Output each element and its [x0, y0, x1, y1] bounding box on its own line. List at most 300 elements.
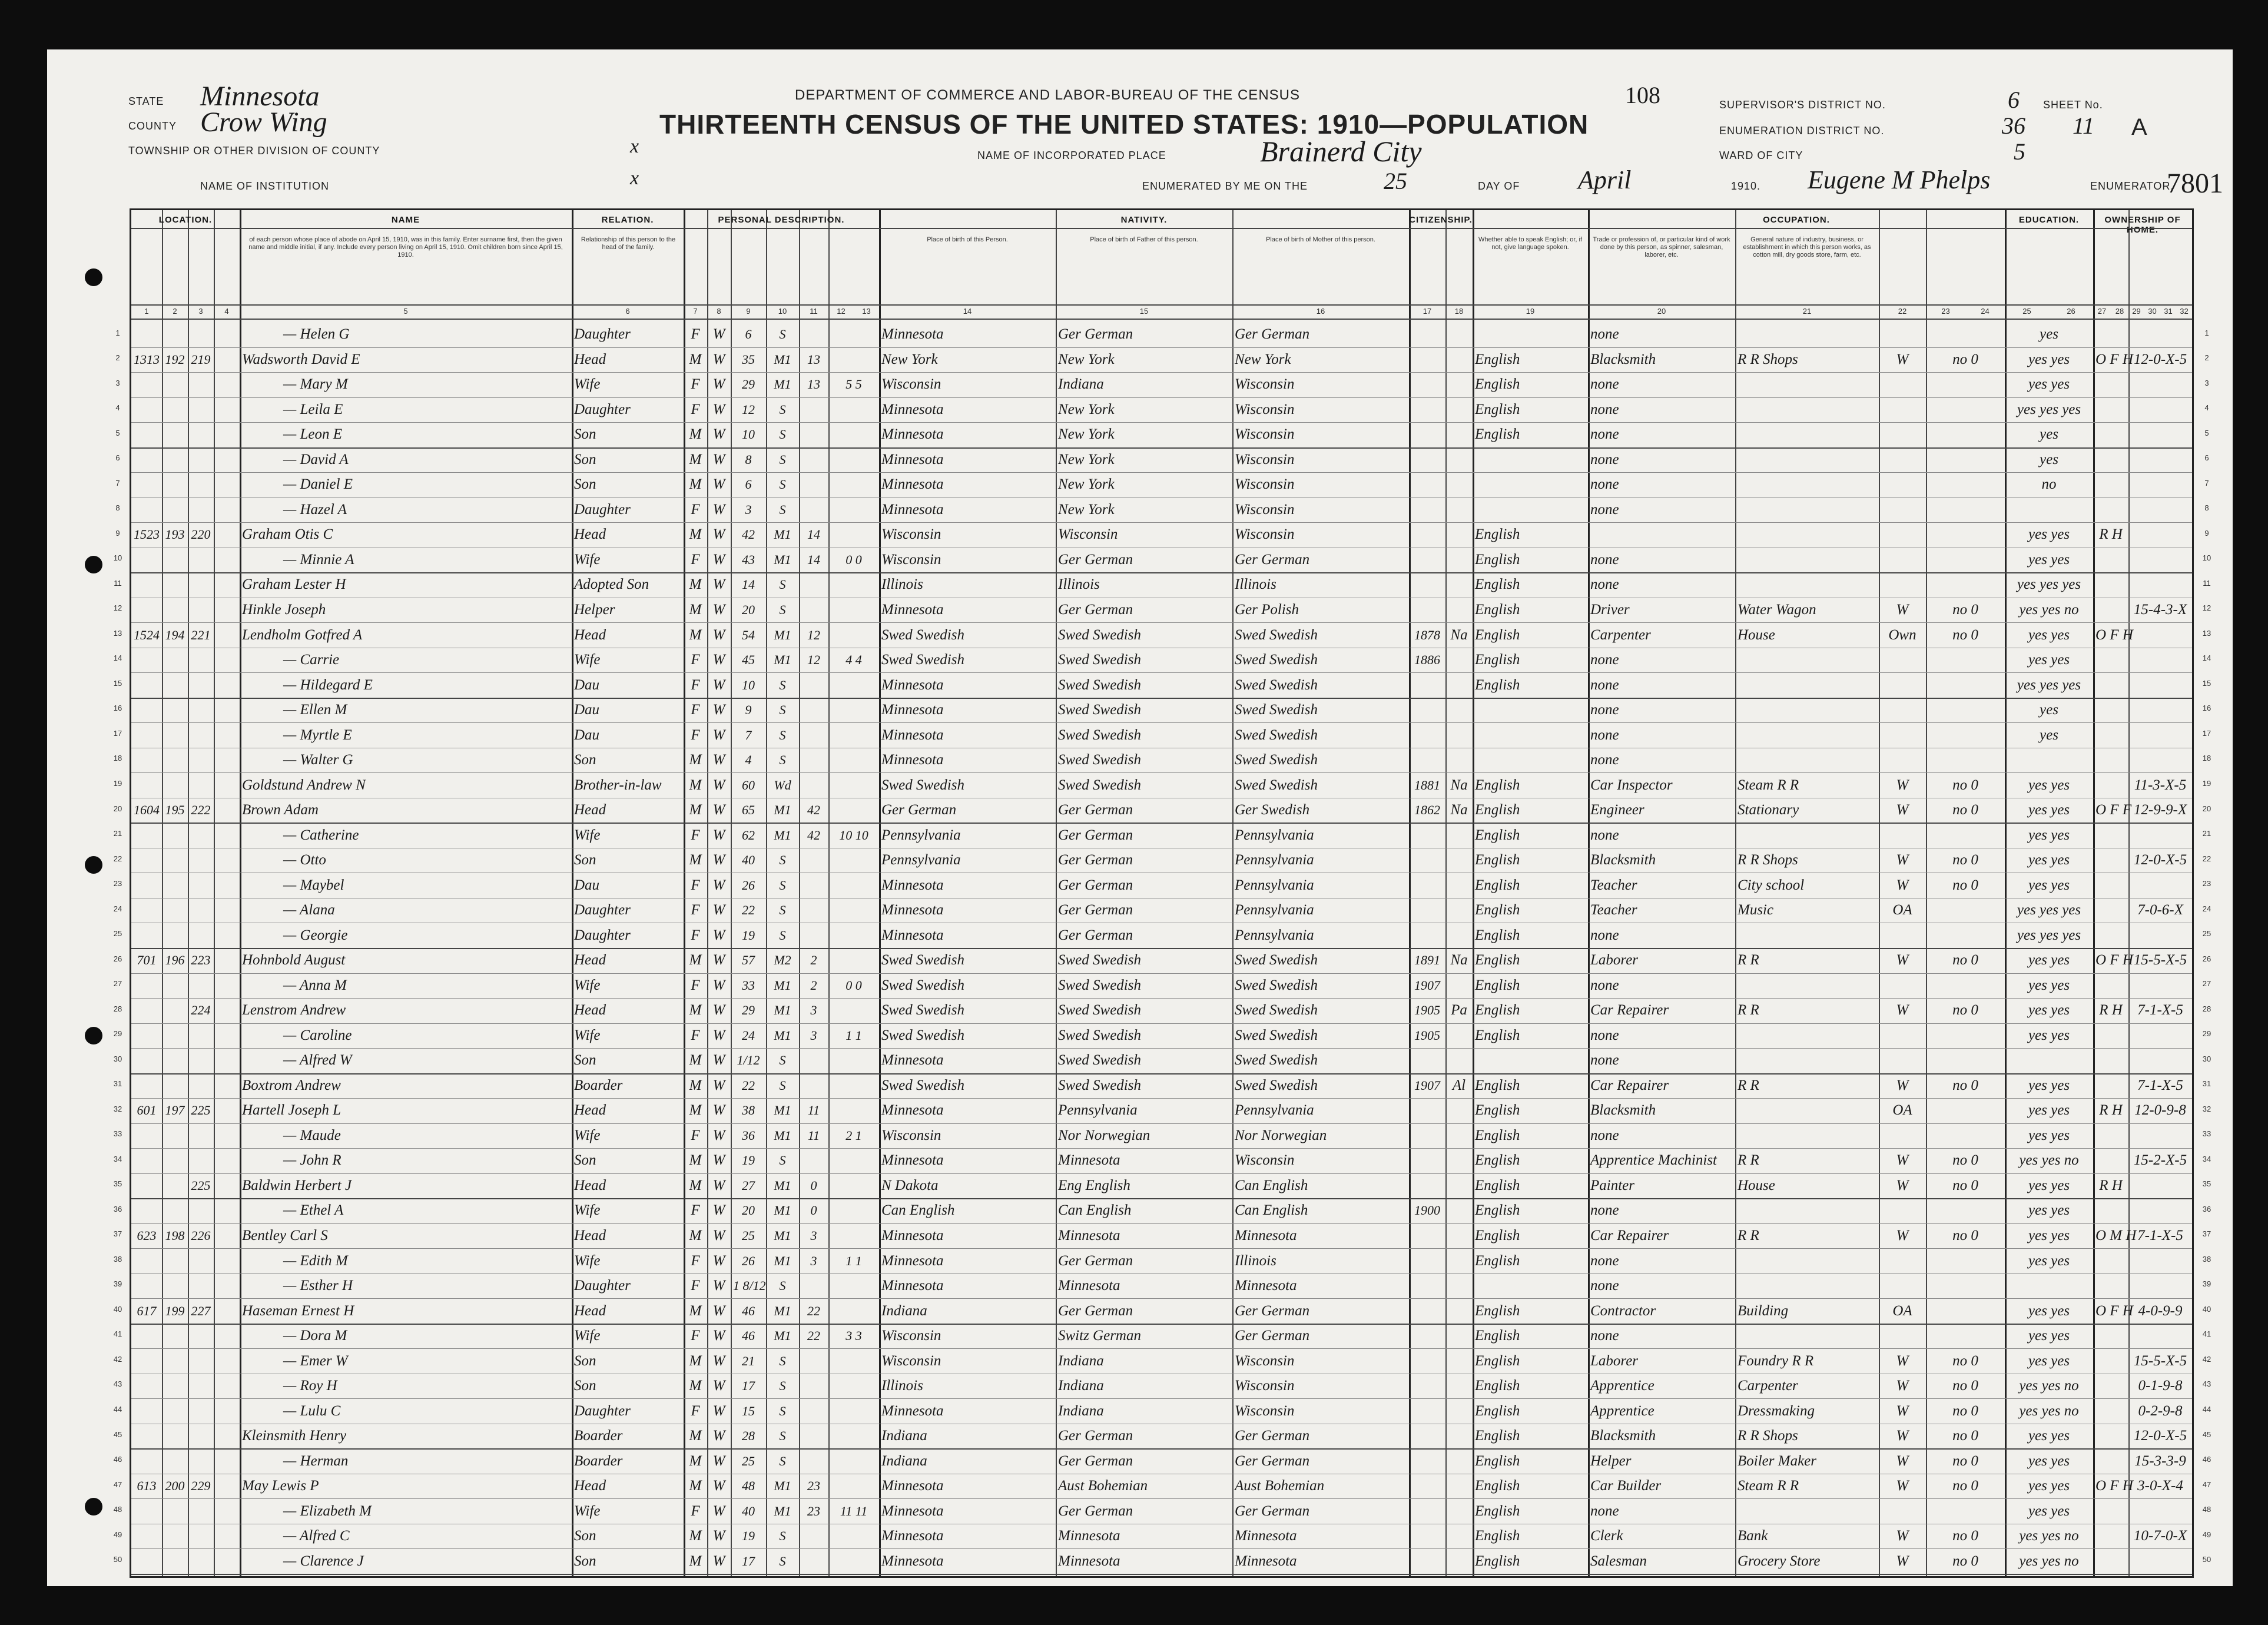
cell-age: 42	[742, 527, 755, 542]
cell-race: W	[712, 1328, 725, 1344]
incorporated-value: Brainerd City	[1260, 135, 1422, 168]
cell-emp: W	[1896, 802, 1909, 818]
cell-ind: Steam R R	[1738, 1478, 1799, 1494]
cell-name: — Ethel A	[283, 1202, 344, 1219]
binder-hole	[85, 856, 102, 874]
cell-occ: Car Repairer	[1590, 1077, 1669, 1093]
cell-ms: M1	[774, 802, 791, 818]
column-number: 20	[1657, 307, 1666, 316]
cell-nf: Minnesota	[1058, 1528, 1120, 1544]
column-number: 18	[1454, 307, 1464, 316]
cell-age: 19	[742, 1153, 755, 1168]
cell-sex: M	[689, 1428, 702, 1444]
cell-nf: Ger German	[1058, 1302, 1133, 1319]
cell-edu: yes yes	[2028, 1478, 2070, 1494]
cell-edu: yes yes	[2028, 1452, 2070, 1469]
cell-ch: 1 1	[845, 1253, 862, 1268]
cell-np: Pennsylvania	[881, 827, 961, 843]
cell-name: Hartell Joseph L	[242, 1102, 341, 1119]
cell-race: W	[712, 977, 725, 993]
cell-nm: Wisconsin	[1235, 426, 1295, 443]
column-rule	[2093, 210, 2095, 1576]
cell-lang: English	[1475, 351, 1520, 367]
cell-sex: F	[691, 376, 700, 393]
cell-occ: Carpenter	[1590, 626, 1651, 643]
cell-emp: W	[1896, 601, 1909, 618]
cell-edu: yes yes no	[2019, 1402, 2079, 1419]
column-number: 11	[810, 307, 818, 316]
line-number: 41	[2202, 1329, 2211, 1339]
cell-idl: no 0	[1952, 351, 1978, 367]
cell-sex: F	[691, 326, 700, 343]
cell-own: R H	[2099, 1002, 2123, 1019]
cell-emp: W	[1896, 1402, 1909, 1419]
line-number: 40	[113, 1304, 122, 1314]
cell-emp: W	[1896, 1428, 1909, 1444]
row-rule	[131, 522, 2192, 523]
cell-nm: Pennsylvania	[1235, 877, 1314, 893]
cell-sex: M	[689, 952, 702, 969]
cell-yrs: 0	[810, 1203, 817, 1218]
cell-nm: Pennsylvania	[1235, 827, 1314, 843]
cell-age: 1 8/12	[733, 1278, 766, 1294]
cell-yrs: 2	[810, 953, 817, 968]
line-number: 50	[113, 1555, 122, 1564]
line-number: 41	[113, 1329, 122, 1339]
cell-nf: Swed Swedish	[1058, 752, 1141, 768]
cell-ms: M1	[774, 377, 791, 392]
cell-age: 10	[742, 677, 755, 692]
binder-hole	[85, 556, 102, 573]
cell-nm: Ger Swedish	[1235, 802, 1310, 818]
cell-sex: M	[689, 1102, 702, 1119]
cell-np: Minnesota	[881, 601, 944, 618]
cell-rel: Wife	[574, 1027, 601, 1043]
cell-name: — Maybel	[283, 877, 344, 893]
cell-np: Swed Swedish	[881, 977, 964, 993]
cell-np: Swed Swedish	[881, 626, 964, 643]
row-rule	[131, 1148, 2192, 1149]
cell-ms: M1	[774, 652, 791, 668]
cell-ms: S	[779, 903, 786, 918]
cell-name: Graham Lester H	[242, 576, 346, 593]
cell-farm: 7-1-X-5	[2137, 1227, 2183, 1243]
line-number: 44	[2202, 1404, 2211, 1414]
cell-np: Minnesota	[881, 401, 944, 417]
column-header: Place of birth of Father of this person.	[1090, 236, 1198, 243]
cell-nf: Pennsylvania	[1058, 1102, 1138, 1119]
line-number: 34	[113, 1154, 122, 1163]
cell-name: — Clarence J	[283, 1553, 364, 1569]
column-header: Relationship of this person to the head of the family.	[581, 236, 676, 251]
cell-nm: Ger German	[1235, 326, 1310, 343]
cell-farm: 15-2-X-5	[2133, 1152, 2187, 1169]
cell-np: Wisconsin	[881, 1127, 941, 1143]
cell-ind: Steam R R	[1738, 777, 1799, 793]
cell-rel: Wife	[574, 1202, 601, 1219]
cell-occ: none	[1590, 727, 1619, 743]
line-number: 13	[113, 628, 122, 638]
cell-rel: Dau	[574, 676, 600, 693]
cell-lang: English	[1475, 526, 1520, 543]
cell-ms: S	[779, 602, 786, 617]
cell-yi: 1881	[1414, 777, 1440, 792]
cell-rel: Brother-in-law	[574, 777, 662, 793]
cell-st: 617	[137, 1303, 157, 1318]
cell-ind: R R	[1738, 1152, 1759, 1169]
cell-rel: Daughter	[574, 1278, 631, 1294]
cell-race: W	[712, 1202, 725, 1219]
cell-edu: yes	[2040, 727, 2058, 743]
cell-occ: none	[1590, 1027, 1619, 1043]
cell-lang: English	[1475, 1002, 1520, 1019]
cell-nf: Ger German	[1058, 902, 1133, 918]
cell-ch: 3 3	[845, 1328, 862, 1344]
cell-race: W	[712, 551, 725, 568]
cell-name: Graham Otis C	[242, 526, 333, 543]
cell-occ: Engineer	[1590, 802, 1644, 818]
cell-yi: 1891	[1414, 953, 1440, 968]
binder-hole	[85, 1027, 102, 1044]
cell-occ: none	[1590, 1328, 1619, 1344]
cell-lang: English	[1475, 1402, 1520, 1419]
cell-rel: Head	[574, 1478, 606, 1494]
cell-emp: W	[1896, 1553, 1909, 1569]
line-number: 32	[2202, 1104, 2211, 1113]
cell-nm: Wisconsin	[1235, 1378, 1295, 1394]
cell-lang: English	[1475, 1352, 1520, 1369]
cell-rel: Daughter	[574, 1402, 631, 1419]
cell-sex: F	[691, 1127, 700, 1143]
cell-lang: English	[1475, 1452, 1520, 1469]
column-group-header: LOCATION.	[158, 215, 213, 225]
cell-ms: M1	[774, 1503, 791, 1518]
cell-nm: Swed Swedish	[1235, 1027, 1318, 1043]
line-number: 20	[2202, 804, 2211, 813]
cell-nm: Minnesota	[1235, 1528, 1297, 1544]
cell-name: — John R	[283, 1152, 341, 1169]
cell-nm: New York	[1235, 351, 1291, 367]
cell-name: — Alana	[283, 902, 335, 918]
cell-age: 27	[742, 1178, 755, 1193]
cell-ch: 0 0	[845, 977, 862, 993]
row-rule	[131, 472, 2192, 473]
cell-idl: no 0	[1952, 1452, 1978, 1469]
cell-emp: W	[1896, 1002, 1909, 1019]
cell-sex: F	[691, 1503, 700, 1519]
column-number: 21	[1802, 307, 1812, 316]
line-number: 42	[113, 1354, 122, 1364]
cell-rel: Wife	[574, 827, 601, 843]
cell-farm: 15-4-3-X	[2133, 601, 2187, 618]
cell-dw: 223	[191, 953, 211, 968]
column-rule	[214, 210, 215, 1576]
line-number: 45	[2202, 1430, 2211, 1439]
cell-name: — Georgie	[283, 927, 348, 943]
cell-hn: 198	[165, 1228, 185, 1243]
cell-yi: 1878	[1414, 627, 1440, 642]
cell-occ: none	[1590, 1127, 1619, 1143]
cell-edu: yes yes yes	[2017, 927, 2081, 943]
cell-occ: none	[1590, 652, 1619, 668]
cell-ms: M1	[774, 1228, 791, 1243]
cell-sex: F	[691, 877, 700, 893]
cell-ms: M1	[774, 977, 791, 993]
cell-nf: Minnesota	[1058, 1227, 1120, 1243]
cell-race: W	[712, 1302, 725, 1319]
row-rule	[131, 1023, 2192, 1024]
cell-lang: English	[1475, 601, 1520, 618]
cell-nm: Illinois	[1235, 1252, 1276, 1269]
cell-edu: yes yes yes	[2017, 676, 2081, 693]
cell-name: — Caroline	[283, 1027, 352, 1043]
cell-yrs: 23	[807, 1478, 820, 1494]
line-number: 12	[2202, 603, 2211, 613]
cell-age: 3	[745, 502, 752, 517]
row-rule	[131, 572, 2192, 573]
column-number: 31	[2164, 307, 2173, 316]
cell-sex: M	[689, 576, 702, 593]
cell-nf: New York	[1058, 501, 1115, 518]
cell-np: N Dakota	[881, 1177, 939, 1193]
cell-np: Illinois	[881, 1378, 923, 1394]
cell-occ: Contractor	[1590, 1302, 1656, 1319]
cell-occ: none	[1590, 927, 1619, 943]
page-number: 108	[1625, 82, 1660, 108]
cell-np: Swed Swedish	[881, 777, 964, 793]
cell-occ: Car Builder	[1590, 1478, 1662, 1494]
column-rule	[799, 210, 800, 1576]
cell-race: W	[712, 902, 725, 918]
cell-edu: yes yes	[2028, 1177, 2070, 1193]
cell-nf: Ger German	[1058, 1452, 1133, 1469]
cell-ms: S	[779, 1553, 786, 1568]
cell-nm: Can English	[1235, 1202, 1308, 1219]
cell-race: W	[712, 777, 725, 793]
cell-edu: yes yes	[2028, 1503, 2070, 1519]
cell-ind: Carpenter	[1738, 1378, 1798, 1394]
cell-name: Bentley Carl S	[242, 1227, 328, 1243]
row-rule	[131, 1173, 2192, 1174]
cell-race: W	[712, 626, 725, 643]
line-number: 2	[2204, 353, 2209, 363]
cell-age: 36	[742, 1127, 755, 1143]
cell-lang: English	[1475, 1503, 1520, 1519]
cell-name: Hohnbold August	[242, 952, 346, 969]
line-number: 9	[115, 528, 120, 538]
cell-rel: Dau	[574, 702, 600, 718]
cell-farm: 7-1-X-5	[2137, 1002, 2183, 1019]
cell-race: W	[712, 852, 725, 868]
column-header: General nature of industry, business, or establishment in which this person works, as cotton mill, dry goods store, farm, etc.	[1743, 236, 1871, 258]
cell-np: Minnesota	[881, 1152, 944, 1169]
cell-ms: S	[779, 1053, 786, 1068]
margin-number: 7801	[2167, 168, 2223, 199]
cell-ind: House	[1738, 1177, 1775, 1193]
cell-ms: S	[779, 677, 786, 692]
cell-nat: Na	[1450, 952, 1468, 969]
cell-farm: 15-5-X-5	[2133, 1352, 2187, 1369]
cell-np: Minnesota	[881, 877, 944, 893]
cell-race: W	[712, 1052, 725, 1069]
enumerated-month: April	[1578, 165, 1632, 194]
cell-ms: M1	[774, 351, 791, 367]
cell-age: 19	[742, 927, 755, 943]
cell-ms: S	[779, 853, 786, 868]
line-number: 16	[113, 704, 122, 713]
cell-sex: F	[691, 977, 700, 993]
cell-nf: New York	[1058, 426, 1115, 443]
cell-race: W	[712, 601, 725, 618]
cell-sex: F	[691, 676, 700, 693]
line-number: 33	[2202, 1129, 2211, 1139]
cell-yrs: 11	[807, 1103, 820, 1118]
cell-rel: Wife	[574, 1503, 601, 1519]
cell-edu: yes yes	[2028, 852, 2070, 868]
cell-rel: Adopted Son	[574, 576, 649, 593]
line-number: 25	[113, 929, 122, 938]
cell-age: 60	[742, 777, 755, 792]
cell-race: W	[712, 877, 725, 893]
cell-sex: F	[691, 727, 700, 743]
cell-race: W	[712, 326, 725, 343]
cell-rel: Son	[574, 1553, 596, 1569]
cell-name: Wadsworth David E	[242, 351, 360, 367]
cell-ms: S	[779, 752, 786, 768]
column-rule	[707, 210, 708, 1576]
cell-occ: Helper	[1590, 1452, 1632, 1469]
cell-np: Ger German	[881, 802, 957, 818]
cell-race: W	[712, 676, 725, 693]
column-header: Place of birth of Mother of this person.	[1266, 236, 1375, 243]
cell-race: W	[712, 827, 725, 843]
cell-occ: none	[1590, 1503, 1619, 1519]
cell-age: 62	[742, 827, 755, 843]
cell-age: 25	[742, 1228, 755, 1243]
cell-name: — Alfred C	[283, 1528, 350, 1544]
cell-occ: Laborer	[1590, 952, 1639, 969]
cell-hn: 192	[165, 351, 185, 367]
cell-ch: 4 4	[845, 652, 862, 668]
cell-nf: Ger German	[1058, 1428, 1133, 1444]
cell-edu: yes yes no	[2019, 1152, 2079, 1169]
cell-farm: 12-0-9-8	[2134, 1102, 2186, 1119]
cell-name: May Lewis P	[242, 1478, 319, 1494]
cell-edu: yes yes	[2028, 1352, 2070, 1369]
cell-yi: 1905	[1414, 1027, 1440, 1043]
cell-lang: English	[1475, 1252, 1520, 1269]
cell-edu: yes yes no	[2019, 1553, 2079, 1569]
column-number: 7	[693, 307, 698, 316]
cell-own: O F H	[2095, 626, 2133, 643]
cell-occ: none	[1590, 326, 1619, 343]
cell-idl: no 0	[1952, 802, 1978, 818]
line-number: 49	[113, 1530, 122, 1539]
line-number: 40	[2202, 1304, 2211, 1314]
cell-rel: Boarder	[574, 1452, 623, 1469]
cell-st: 701	[137, 953, 157, 968]
cell-ms: S	[779, 877, 786, 893]
cell-nm: Wisconsin	[1235, 451, 1295, 467]
cell-occ: Painter	[1590, 1177, 1634, 1193]
column-rule	[2128, 210, 2130, 1576]
cell-rel: Head	[574, 1002, 606, 1019]
cell-farm: 12-9-9-X	[2133, 802, 2187, 818]
cell-edu: yes yes	[2028, 802, 2070, 818]
cell-occ: none	[1590, 1052, 1619, 1069]
column-number: 28	[2115, 307, 2124, 316]
line-number: 39	[2202, 1279, 2211, 1289]
cell-sex: M	[689, 852, 702, 868]
line-number: 12	[113, 603, 122, 613]
cell-idl: no 0	[1952, 1478, 1978, 1494]
cell-yi: 1907	[1414, 977, 1440, 993]
cell-lang: English	[1475, 1478, 1520, 1494]
cell-lang: English	[1475, 852, 1520, 868]
line-number: 24	[2202, 904, 2211, 913]
column-rule	[188, 210, 189, 1576]
cell-name: — Catherine	[283, 827, 359, 843]
cell-farm: 7-0-6-X	[2137, 902, 2183, 918]
cell-occ: Blacksmith	[1590, 1428, 1656, 1444]
cell-idl: no 0	[1952, 626, 1978, 643]
cell-farm: 4-0-9-9	[2138, 1302, 2183, 1319]
cell-edu: yes yes	[2028, 526, 2070, 543]
state-label: STATE	[128, 95, 164, 107]
cell-lang: English	[1475, 952, 1520, 969]
cell-sex: M	[689, 476, 702, 493]
cell-ms: S	[779, 327, 786, 342]
ward-label: WARD OF CITY	[1719, 150, 1803, 161]
cell-sex: M	[689, 1302, 702, 1319]
cell-dw: 229	[191, 1478, 211, 1494]
cell-sex: M	[689, 626, 702, 643]
cell-race: W	[712, 1352, 725, 1369]
cell-emp: W	[1896, 777, 1909, 793]
cell-race: W	[712, 1452, 725, 1469]
cell-occ: none	[1590, 576, 1619, 593]
cell-np: Minnesota	[881, 1402, 944, 1419]
cell-race: W	[712, 1127, 725, 1143]
column-number: 3	[198, 307, 203, 316]
cell-edu: yes yes yes	[2017, 401, 2081, 417]
cell-yi: 1862	[1414, 802, 1440, 818]
cell-sex: F	[691, 551, 700, 568]
column-rule	[879, 210, 881, 1576]
cell-own: O F H	[2095, 1302, 2133, 1319]
cell-age: 4	[745, 752, 752, 768]
cell-emp: W	[1896, 1528, 1909, 1544]
cell-rel: Wife	[574, 1328, 601, 1344]
cell-nm: Wisconsin	[1235, 376, 1295, 393]
cell-ind: Music	[1738, 902, 1774, 918]
dept-line: DEPARTMENT OF COMMERCE AND LABOR-BUREAU OF THE CENSUS	[795, 87, 1300, 103]
cell-ms: S	[779, 452, 786, 467]
row-rule	[131, 1448, 2192, 1450]
line-number: 15	[113, 678, 122, 688]
cell-emp: W	[1896, 1352, 1909, 1369]
cell-nf: Indiana	[1058, 1352, 1104, 1369]
cell-nm: Pennsylvania	[1235, 1102, 1314, 1119]
column-rule	[1409, 210, 1411, 1576]
enum-district-value: 36	[2002, 112, 2025, 139]
cell-name: — Lulu C	[283, 1402, 341, 1419]
line-number: 18	[113, 754, 122, 763]
cell-sex: F	[691, 702, 700, 718]
cell-np: Wisconsin	[881, 526, 941, 543]
line-number: 14	[113, 654, 122, 663]
cell-name: — Edith M	[283, 1252, 348, 1269]
